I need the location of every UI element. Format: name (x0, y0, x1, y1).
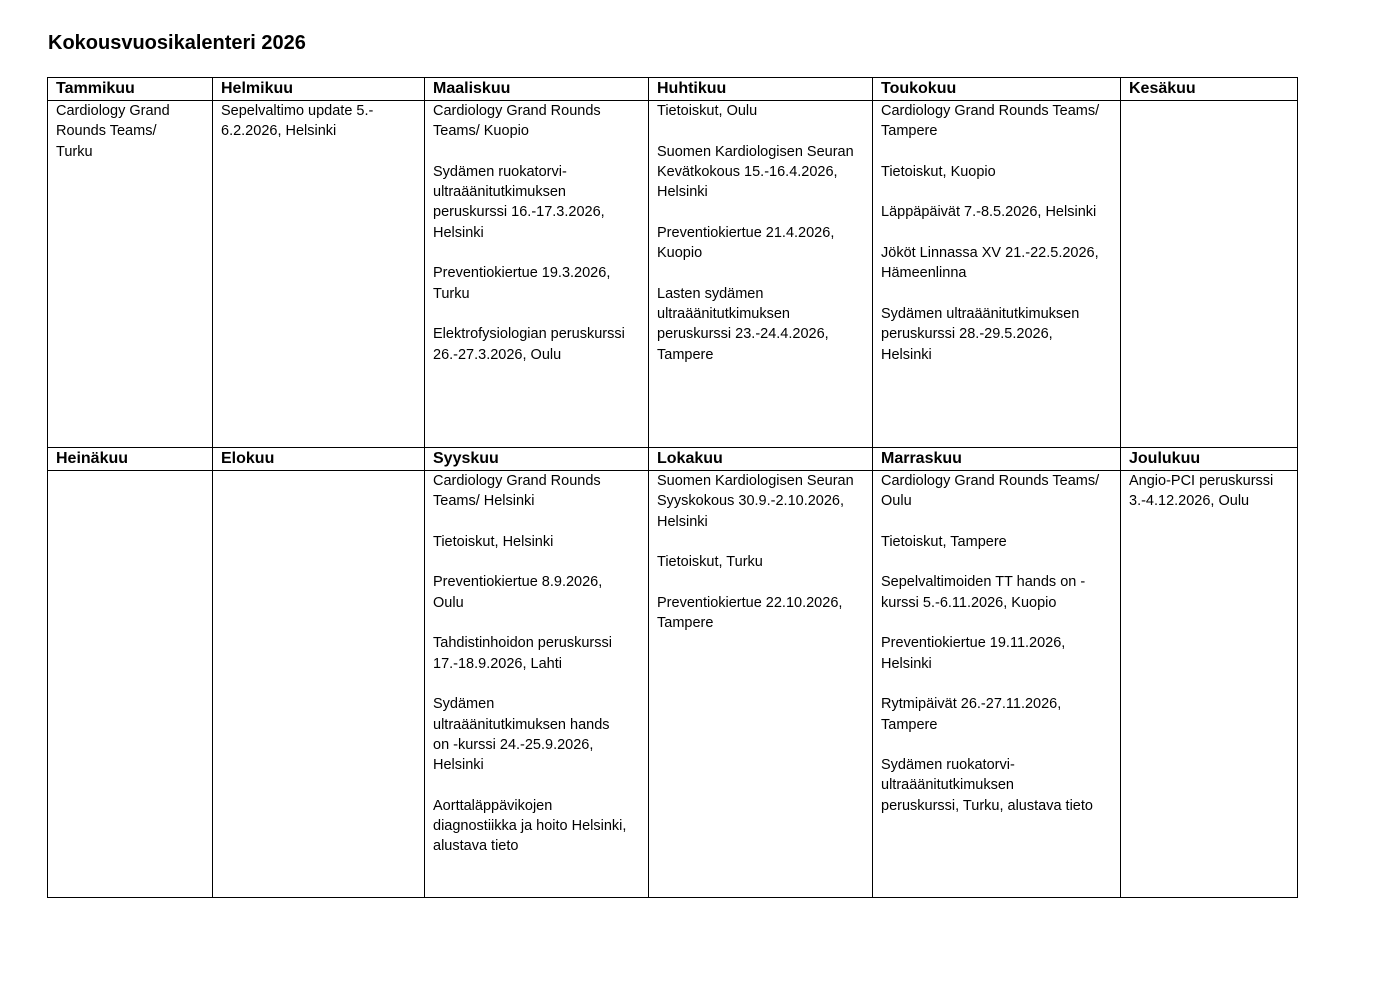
event-item: Sydämen ultraäänitutkimuksen peruskurssi 28.-29.5.2026, Helsinki (881, 305, 1080, 363)
event-item: Preventiokiertue 21.4.2026, Kuopio (657, 224, 835, 262)
event-item: Rytmipäivät 26.-27.11.2026, Tampere (881, 696, 1062, 733)
page-title: Kokousvuosikalenteri 2026 (48, 32, 306, 54)
event-item: Sepelvaltimoiden TT hands on - kurssi 5.-6.11.2026, Kuopio (881, 574, 1086, 611)
event-item: Preventiokiertue 22.10.2026, Tampere (657, 594, 843, 632)
month-header-elokuu: Elokuu (213, 448, 425, 471)
event-item: Sydämen ruokatorvi- ultraäänitutkimuksen peruskurssi 16.-17.3.2026, Helsinki (433, 163, 605, 241)
event-item: Suomen Kardiologisen Seuran Kevätkokous 15.-16.4.2026, Helsinki (657, 143, 854, 201)
month-header-tammikuu: Tammikuu (48, 78, 213, 101)
event-item: Preventiokiertue 19.11.2026, Helsinki (881, 635, 1066, 672)
month-header-syyskuu: Syyskuu (425, 448, 649, 471)
month-header-heinäkuu: Heinäkuu (48, 448, 213, 471)
event-item: Sydämen ruokatorvi- ultraäänitutkimuksen peruskurssi, Turku, alustava tieto (881, 757, 1093, 814)
month-header-row (48, 78, 1298, 101)
event-item: Cardiology Grand Rounds Teams/ Kuopio (433, 103, 601, 140)
month-header-toukokuu: Toukokuu (873, 78, 1121, 101)
event-item: Cardiology Grand Rounds Teams/ Turku (56, 103, 170, 160)
month-events-huhtikuu (649, 101, 873, 448)
event-item: Preventiokiertue 19.3.2026, Turku (433, 265, 611, 302)
event-item: Sydämen ultraäänitutkimuksen hands on -kurssi 24.-25.9.2026, Helsinki (433, 696, 610, 774)
month-events-lokakuu (649, 471, 873, 898)
month-header-row (48, 448, 1298, 471)
month-events-elokuu (213, 471, 425, 898)
month-events-tammikuu (48, 101, 213, 448)
month-header-helmikuu: Helmikuu (213, 78, 425, 101)
month-events-helmikuu (213, 101, 425, 448)
month-events-joulukuu (1121, 471, 1298, 898)
month-header-huhtikuu: Huhtikuu (649, 78, 873, 101)
month-header-maaliskuu: Maaliskuu (425, 78, 649, 101)
event-item: Tietoiskut, Oulu (657, 103, 758, 119)
month-events-marraskuu (873, 471, 1121, 898)
event-item: Angio-PCI peruskurssi 3.-4.12.2026, Oulu (1129, 473, 1274, 510)
event-item: Sepelvaltimo update 5.- 6.2.2026, Helsinki (221, 103, 374, 140)
event-item: Tietoiskut, Turku (657, 554, 763, 571)
month-header-lokakuu: Lokakuu (649, 448, 873, 471)
event-item: Lasten sydämen ultraäänitutkimuksen peruskurssi 23.-24.4.2026, Tampere (657, 285, 829, 363)
event-item: Tahdistinhoidon peruskurssi 17.-18.9.2026, Lahti (433, 635, 612, 672)
event-item: Cardiology Grand Rounds Teams/ Oulu (881, 473, 1100, 510)
event-item: Jököt Linnassa XV 21.-22.5.2026, Hämeenlinna (881, 245, 1099, 282)
month-header-kesäkuu: Kesäkuu (1121, 78, 1298, 101)
event-item: Suomen Kardiologisen Seuran Syyskokous 30.9.-2.10.2026, Helsinki (657, 473, 854, 530)
month-events-syyskuu (425, 471, 649, 898)
event-item: Elektrofysiologian peruskurssi 26.-27.3.2026, Oulu (433, 326, 625, 363)
event-item: Tietoiskut, Tampere (881, 533, 1007, 550)
month-header-joulukuu: Joulukuu (1121, 448, 1298, 471)
event-item: Tietoiskut, Helsinki (433, 533, 554, 550)
month-events-maaliskuu (425, 101, 649, 448)
month-events-row (48, 101, 1298, 448)
event-item: Cardiology Grand Rounds Teams/ Tampere (881, 103, 1100, 140)
event-item: Aorttaläppävikojen diagnostiikka ja hoito Helsinki, alustava tieto (433, 797, 627, 855)
month-events-kesäkuu (1121, 101, 1298, 448)
calendar-body (48, 78, 1298, 898)
event-item: Läppäpäivät 7.-8.5.2026, Helsinki (881, 204, 1097, 221)
event-item: Preventiokiertue 8.9.2026, Oulu (433, 574, 603, 611)
month-events-toukokuu (873, 101, 1121, 448)
month-events-row (48, 471, 1298, 898)
month-events-heinäkuu (48, 471, 213, 898)
event-item: Cardiology Grand Rounds Teams/ Helsinki (433, 473, 601, 510)
event-item: Tietoiskut, Kuopio (881, 163, 996, 180)
month-header-marraskuu: Marraskuu (873, 448, 1121, 471)
meeting-calendar-table (47, 77, 1298, 898)
